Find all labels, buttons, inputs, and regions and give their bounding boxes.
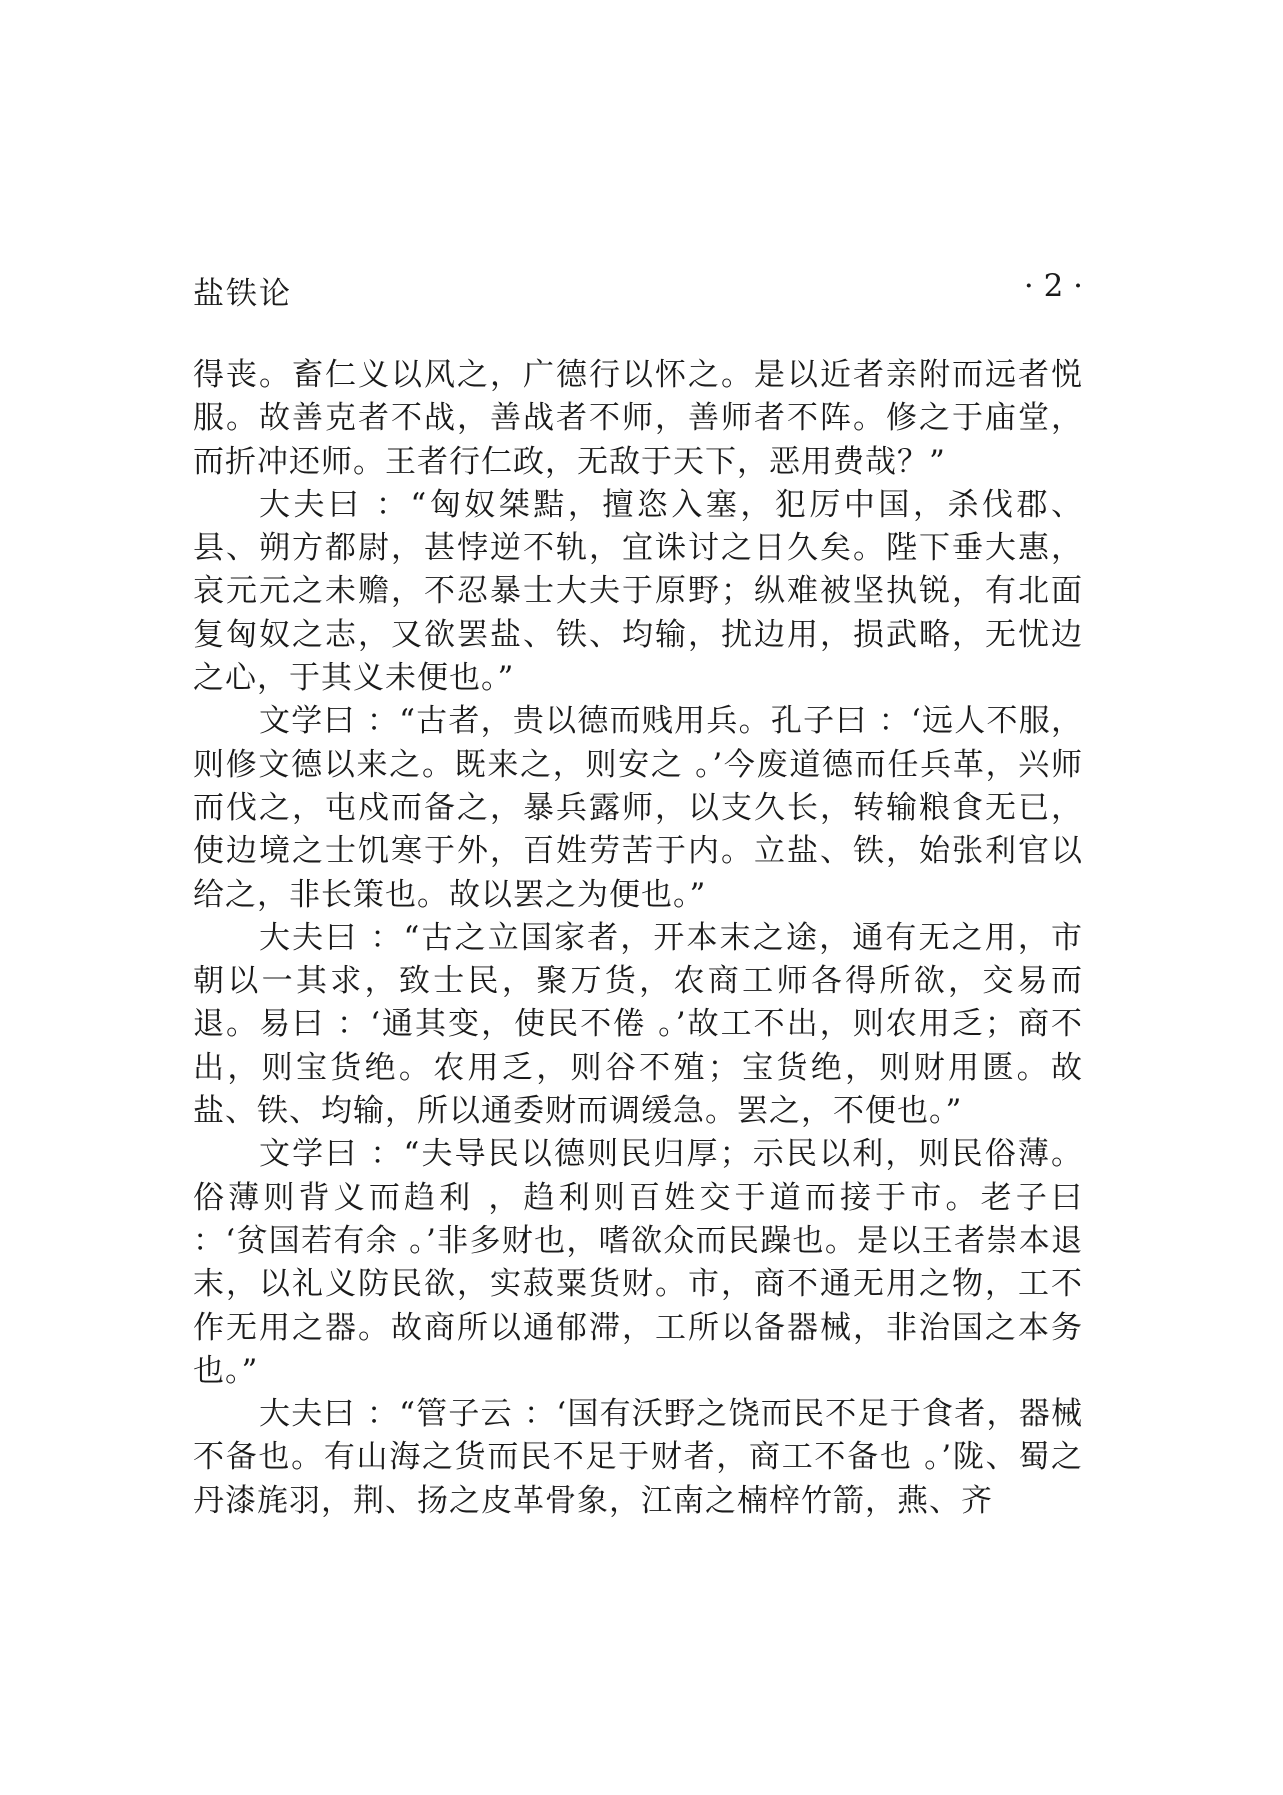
body-text: [193, 354, 1083, 1523]
paragraph: 文学曰 ：“古者，贵以德而贱用兵。孔子曰 ：‘远人不服，则修文德以来之。既来之，则安之 。’今废道德而任兵革，兴师而伐之，屯戍而备之，暴兵露师，以支久长，转输粮食无已，使边境之士饥寒于外，百姓劳苦于内。立盐、铁，始张利官以给之，非长策也。故以罢之为便也。”: [193, 703, 1083, 913]
paragraph: 大夫曰 ：“古之立国家者，开本末之途，通有无之用，市朝以一其求，致士民，聚万货，农商工师各得所欲，交易而退。易曰 ：‘通其变，使民不倦 。’故工不出，则农用乏；商不出，则宝货绝。农用乏，则谷不殖；宝货绝，则财用匮。故盐、铁、均输，所以通委财而调缓急。罢之，不便也。”: [193, 919, 1083, 1130]
page-number: · 2 ·: [1023, 268, 1083, 304]
paragraph: 文学曰 ：“夫导民以德则民归厚；示民以利，则民俗薄。俗薄则背义而趋利 ，趋利则百姓交于道而接于市。老子曰 ：‘贫国若有余 。’非多财也，嗜欲众而民躁也。是以王者崇本退末，以礼义防民欲，实菽粟货财。市，商不通无用之物，工不作无用之器。故商所以通郁滞，工所以备器械，非治国之本务也。”: [193, 1136, 1083, 1389]
book-title: 盐铁论: [193, 276, 292, 312]
paragraph: 大夫曰 ：“匈奴桀黠，擅恣入塞，犯厉中国，杀伐郡、县、朔方都尉，甚悖逆不轨，宜诛讨之日久矣。陛下垂大惠，哀元元之未赡，不忍暴士大夫于原野；纵难被坚执锐，有北面复匈奴之志，又欲罢盐、铁、均输，扰边用，损武略，无忧边之心，于其义未便也。”: [193, 486, 1083, 697]
paragraph: 大夫曰 ：“管子云 ：‘国有沃野之饶而民不足于食者，器械不备也。有山海之货而民不足于财者，商工不备也 。’陇、蜀之丹漆旄羽，荆、扬之皮革骨象，江南之楠梓竹箭，燕、齐: [193, 1396, 1083, 1519]
paragraph: 得丧。畜仁义以风之，广德行以怀之。是以近者亲附而远者悦服。故善克者不战，善战者不师，善师者不阵。修之于庙堂，而折冲还师。王者行仁政，无敌于天下，恶用费哉？”: [193, 357, 1083, 480]
running-header: [193, 268, 1083, 318]
